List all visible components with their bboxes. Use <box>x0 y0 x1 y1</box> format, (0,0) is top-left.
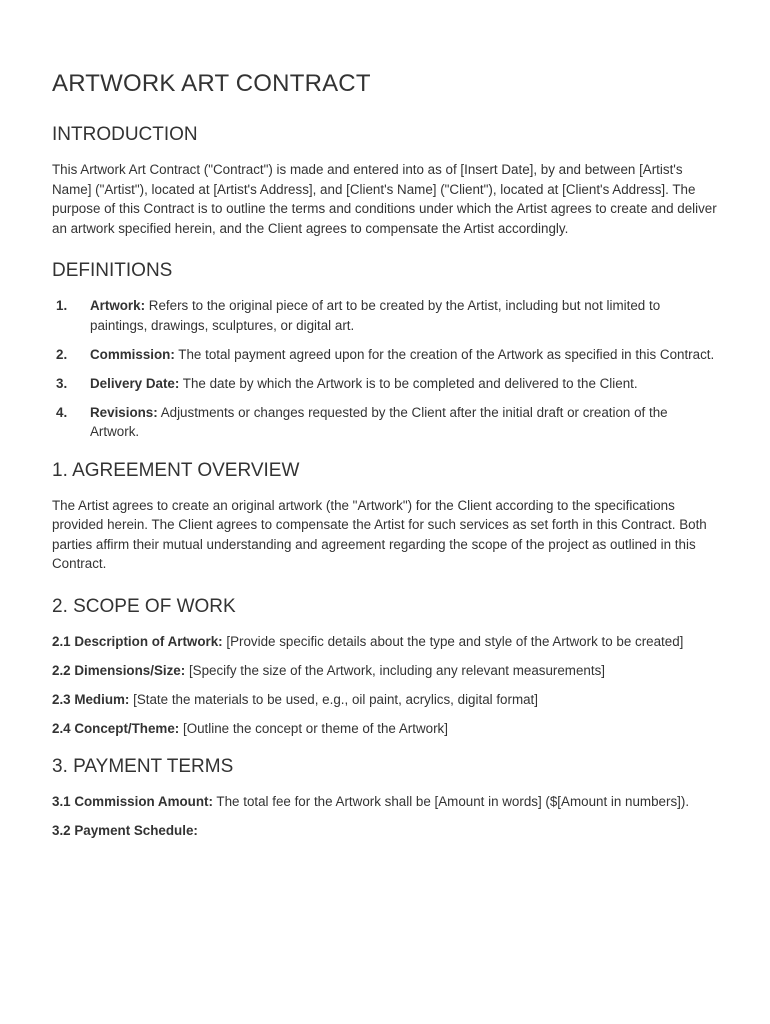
payment-item <box>52 792 718 812</box>
agreement-section <box>52 460 718 574</box>
definition-text: The total payment agreed upon for the creation of the Artwork as specified in this Contract. <box>174 346 715 362</box>
definitions-heading: DEFINITIONS <box>52 260 173 281</box>
document-title: ARTWORK ART CONTRACT <box>52 70 371 97</box>
agreement-heading: 1. AGREEMENT OVERVIEW <box>52 459 300 481</box>
scope-item <box>52 719 718 739</box>
definition-text: Refers to the original piece of art to be created by the Artist, including but not limited to paintings, drawings, sculptures, or digital art. <box>90 298 661 333</box>
definition-term: Delivery Date: <box>90 375 180 391</box>
definition-number: 4. <box>56 404 68 420</box>
definition-term: Commission: <box>90 346 175 362</box>
definition-number: 3. <box>56 375 68 391</box>
scope-item-text: [Provide specific details about the type and style of the Artwork to be created] <box>222 633 684 649</box>
definition-term: Revisions: <box>90 404 158 420</box>
definition-item <box>52 296 718 335</box>
definition-item <box>52 403 718 442</box>
introduction-heading: INTRODUCTION <box>52 124 198 145</box>
definition-item <box>52 374 718 394</box>
scope-item-text: [Outline the concept or theme of the Artwork] <box>179 720 448 736</box>
payment-item-label: 3.1 Commission Amount: <box>52 794 213 809</box>
definition-term: Artwork: <box>90 298 146 313</box>
definitions-list <box>52 296 718 442</box>
definition-item <box>52 345 718 365</box>
scope-item-label: 2.2 Dimensions/Size: <box>52 662 186 678</box>
introduction-text: This Artwork Art Contract ("Contract") is made and entered into as of [Insert Date], by and between [Artist's Name] ("Artist"), located at [Artist's Address], and [Client's Name] ("Client"), located at [Client's Address]. The purpose of this Contract is to outline the terms and conditions under which the Artist agrees to create and deliver an artwork specified herein, and the Client agrees to compensate the Artist accordingly. <box>52 162 717 236</box>
scope-item-label: 2.1 Description of Artwork: <box>52 633 223 649</box>
scope-item <box>52 661 718 681</box>
scope-item <box>52 632 718 652</box>
agreement-text: The Artist agrees to create an original artwork (the "Artwork") for the Client according to the specifications provided herein. The Client agrees to compensate the Artist for such services as set forth in this Contract. Both parties affirm their mutual understanding and agreement regarding the scope of the project as outlined in this Contract. <box>52 497 707 571</box>
definition-text: Adjustments or changes requested by the Client after the initial draft or creation of the Artwork. <box>90 404 668 439</box>
payment-item <box>52 821 718 841</box>
scope-item-text: [State the materials to be used, e.g., oil paint, acrylics, digital format] <box>129 691 539 707</box>
scope-section <box>52 596 718 739</box>
introduction-section <box>52 124 718 238</box>
payment-item-text: The total fee for the Artwork shall be [Amount in words] ($[Amount in numbers]). <box>212 794 690 809</box>
payment-heading: 3. PAYMENT TERMS <box>52 756 234 777</box>
scope-item-label: 2.4 Concept/Theme: <box>52 720 180 736</box>
scope-heading: 2. SCOPE OF WORK <box>52 595 236 617</box>
scope-item-text: [Specify the size of the Artwork, including any relevant measurements] <box>185 662 605 678</box>
scope-item-label: 2.3 Medium: <box>52 691 130 707</box>
payment-item-label: 3.2 Payment Schedule: <box>52 823 198 838</box>
definition-number: 2. <box>56 346 68 362</box>
payment-section <box>52 756 718 841</box>
definitions-section <box>52 260 718 442</box>
definition-number: 1. <box>56 298 68 313</box>
scope-item <box>52 690 718 710</box>
definition-text: The date by which the Artwork is to be completed and delivered to the Client. <box>179 375 638 391</box>
